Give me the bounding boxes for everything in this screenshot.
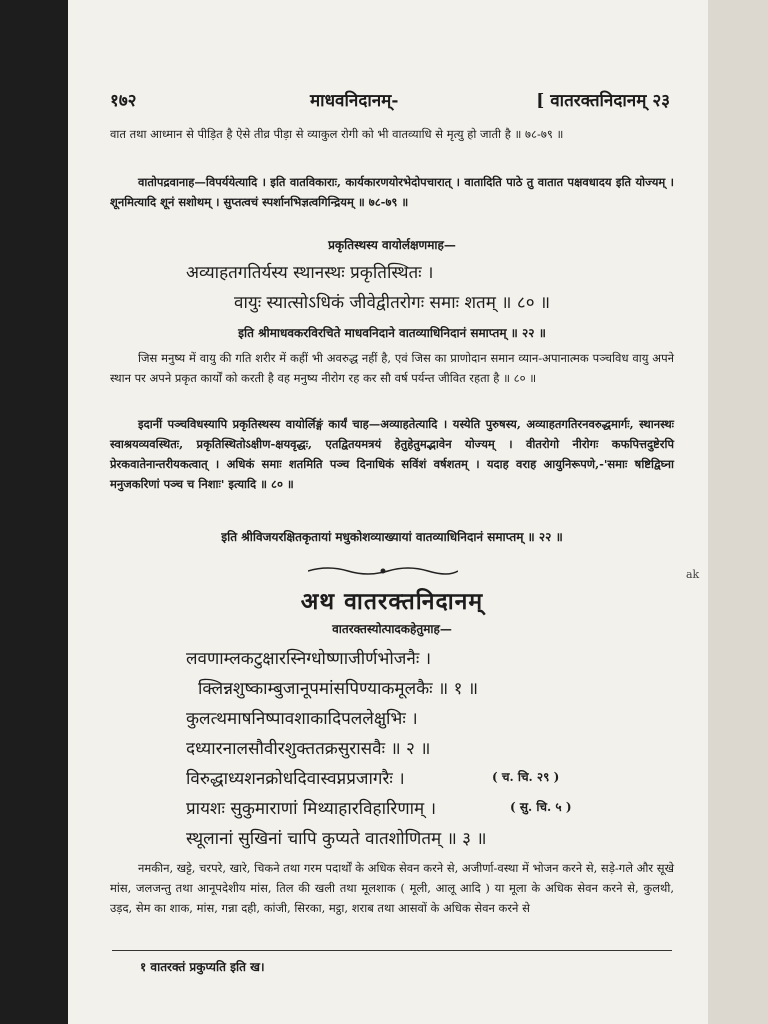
top-prose-block	[110, 124, 674, 144]
book-page	[68, 0, 708, 1024]
reference-charaka: ( च. चि. २९ )	[492, 770, 560, 784]
sanskrit-commentary: वातोपद्रवानाह—विपर्ययेत्यादि । इति वातविकाराः, कार्यकारणयोरभेदोपचारात् । वातादिति पाठे तु वातात पक्षवधादय इति योज्यम् । शूनमित्यादि शूनं सशोथम् । सुप्तत्वचं स्पर्शानभिज्ञत्वगिन्द्रियम् ॥ ७८-७९ ॥	[110, 175, 674, 209]
verse-block-1	[186, 258, 676, 318]
sub-heading: प्रकृतिस्थस्य वायोर्लक्षणमाह—	[328, 238, 456, 252]
page-number: १७२	[110, 91, 137, 111]
verse-line: लवणाम्लकटुक्षारस्निग्धोष्णाजीर्णभोजनैः ।	[186, 649, 432, 669]
prose-block-2	[110, 348, 674, 388]
verse-line: क्लिन्नशुष्काम्बुजानूपमांसपिण्याकमूलकैः ॥ १ ॥	[198, 679, 479, 699]
sanskrit-commentary: इदानीं पञ्चविधस्यापि प्रकृतिस्थस्य वायोर्लिङ्गं कार्यं चाह—अव्याहतेत्यादि । यस्येति पुरुषस्य, अव्याहतगतिरनवरुद्धमार्गः, स्थानस्थः स्वाश्रयव्यवस्थितः, प्रकृतिस्थितोऽक्षीण-क्षयवृद्धः, एतद्वितयमत्रयं हेतुहेतुमद्भावेन योज्यम् । वीतरोगो नीरोगः कफपित्तदुष्टेरपि प्रेरकवातेनान्तरीयकत्वात् । अधिकं समाः शतमिति पञ्च दिनाधिकं सविंशं वर्षशतम् । यदाह वराह आयुनिरूपणे,-'समाः षष्टिद्विघ्ना मनुजकरिणां पञ्च च निशाः' इत्यादि ॥ ८० ॥	[110, 417, 674, 491]
prose-block-3	[110, 858, 674, 918]
sub-heading-1-wrap	[110, 236, 674, 253]
hindi-translation: जिस मनुष्य में वायु की गति शरीर में कहीं भी अवरुद्ध नहीं है, एवं जिस का प्राणोदान समान व्यान-अपानात्मक पञ्चविध वायु अपने स्थान पर अपने प्रकृत कार्यों को करती है वह मनुष्य नीरोग रह कर सौ वर्ष पर्यन्त जीवित रहता है ॥ ८० ॥	[110, 351, 674, 385]
verse-line: दध्यारनालसौवीरशुक्ततक्रसुरासवैः ॥ २ ॥	[186, 739, 431, 759]
hindi-translation: वात तथा आध्मान से पीड़ित है ऐसे तीव्र पीड़ा से व्याकुल रोगी को भी वातव्याधि से मृत्यु हो जाती है ॥ ७८-७९ ॥	[110, 127, 564, 141]
header-book-title: माधवनिदानम्-	[310, 91, 399, 111]
reference-sushruta: ( सु. चि. ५ )	[510, 800, 572, 814]
header-chapter-title: [ वातरक्तनिदानम् २३	[536, 91, 670, 111]
verse-line: वायुः स्यात्सोऽधिकं जीवेद्वीतरोगः समाः शतम् ॥ ८० ॥	[234, 293, 551, 313]
verse-block-2	[186, 644, 676, 854]
footnote-rule	[112, 950, 672, 951]
hindi-translation: नमकीन, खट्टे, चरपरे, खारे, चिकने तथा गरम पदार्थों के अधिक सेवन करने से, अजीर्णा-वस्था में भोजन करने से, सड़े-गले और सूखे मांस, जलजन्तु तथा आनूपदेशीय मांस, तिल की खली तथा मूलशाक ( मूली, आलू आदि ) या मूला के अधिक सेवन करने से, कुलथी, उड़द, सेम का शाक, मांस, गन्ना दही, कांजी, सिरका, मट्ठा, शराब तथा आसवों के अधिक सेवन करने से	[110, 861, 674, 915]
scan-right-edge	[708, 0, 768, 1024]
conclusion-1-wrap	[110, 324, 674, 341]
scan-left-edge	[0, 0, 68, 1024]
commentary-colophon: इति श्रीविजयरक्षितकृतायां मधुकोशव्याख्यायां वातव्याधिनिदानं समाप्तम् ॥ २२ ॥	[221, 530, 563, 544]
verse-line: प्रायशः सुकुमाराणां मिथ्याहारविहारिणाम् ।	[186, 799, 437, 819]
sub-heading-2-wrap	[110, 620, 674, 637]
verse-line: स्थूलानां सुखिनां चापि कुप्यते वातशोणितम् ॥ ३ ॥	[186, 829, 487, 849]
verse-line: कुलत्थमाषनिष्पावशाकादिपललेक्षुभिः ।	[186, 709, 418, 729]
margin-mark: ak	[686, 568, 700, 581]
chapter-colophon: इति श्रीमाधवकरविरचिते माधवनिदाने वातव्याधिनिदानं समाप्तम् ॥ २२ ॥	[238, 326, 546, 340]
sub-heading: वातरक्तस्योत्पादकहेतुमाह—	[332, 622, 452, 636]
running-header	[110, 88, 670, 112]
verse-line: अव्याहतगतिर्यस्य स्थानस्थः प्रकृतिस्थितः ।	[186, 263, 434, 283]
chapter-title: अथ वातरक्तनिदानम्	[300, 588, 484, 615]
conclusion-2-wrap	[110, 528, 674, 545]
commentary-block-2	[110, 414, 674, 494]
footnote: १ वातरक्तं प्रकुप्यति इति ख।	[140, 960, 265, 974]
ornament-divider	[308, 565, 458, 577]
verse-line: विरुद्धाध्यशनक्रोधदिवास्वप्नप्रजागरैः ।	[186, 769, 405, 789]
commentary-block-1	[110, 172, 674, 212]
chapter-title-wrap	[110, 584, 674, 616]
